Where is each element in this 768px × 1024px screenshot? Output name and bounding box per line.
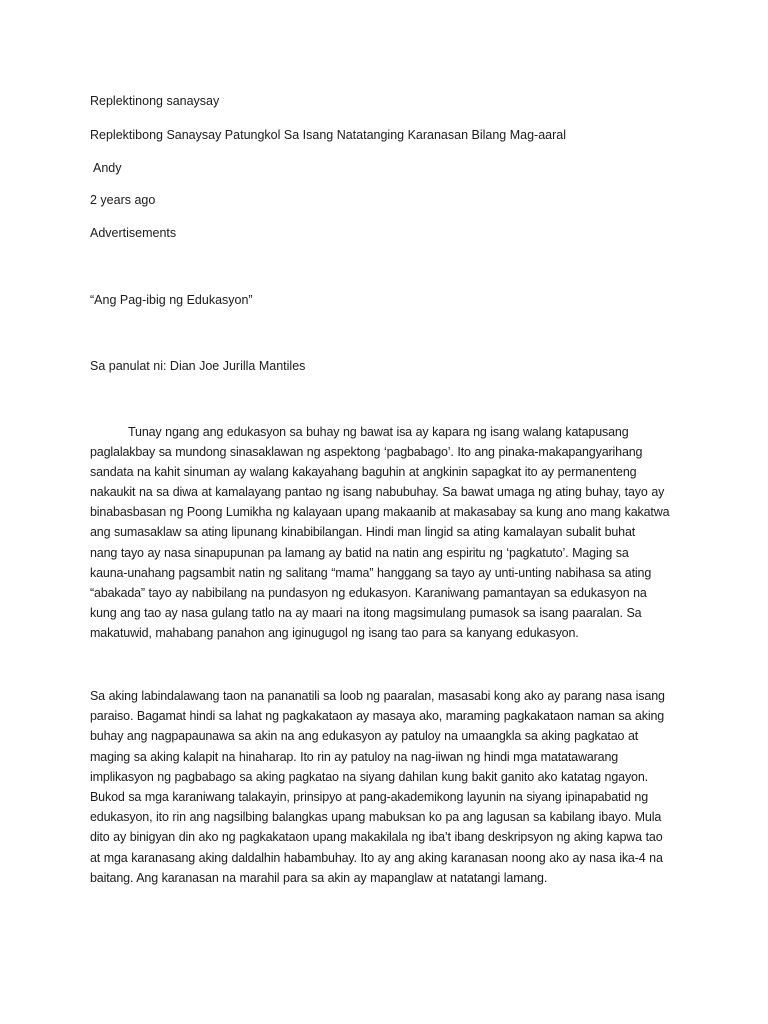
paragraph-line: baitang. Ang karanasan na marahil para sa akin ay mapanglaw at natatangi lamang. bbox=[90, 870, 548, 885]
paragraph-line: “abakada” tayo ay nabibilang na pundasyon ng edukasyon. Karaniwang pamantayan sa edukasyon na bbox=[90, 585, 647, 600]
paragraph-2 bbox=[90, 686, 730, 888]
advertisements-label: Advertisements bbox=[90, 226, 177, 240]
essay-title: “Ang Pag-ibig ng Edukasyon” bbox=[90, 293, 253, 307]
paragraph-line: at mga karanasang aking daldalhin habambuhay. Ito ay ang aking karanasan noong ako ay nasa ika-4 na bbox=[90, 850, 663, 865]
article-title: Replektibong Sanaysay Patungkol Sa Isang Natatanging Karanasan Bilang Mag-aaral bbox=[90, 128, 567, 142]
paragraph-line: kung ang tao ay nasa gulang tatlo na ay maari na itong magsimulang pumasok sa isang paaralan. Sa bbox=[90, 605, 642, 620]
paragraph-line: Sa aking labindalawang taon na pananatili sa loob ng paaralan, masasabi kong ako ay parang nasa isang bbox=[90, 689, 665, 703]
paragraph-line: implikasyon ng pagbabago sa aking pagkatao na siyang dahilan kung bakit ganito ako katatag ngayon. bbox=[90, 769, 648, 784]
byline: Sa panulat ni: Dian Joe Jurilla Mantiles bbox=[90, 359, 306, 373]
paragraph-line: paglalakbay sa mundong sinasaklawan ng aspektong ‘pagbabago’. Ito ang pinaka-makapangyarihang bbox=[90, 445, 643, 460]
paragraph-line: paraiso. Bagamat hindi sa lahat ng pagkakataon ay masaya ako, maraming pagkakataon naman sa aking bbox=[90, 709, 665, 724]
paragraph-line: makatuwid, mahabang panahon ang iginugugol ng isang tao para sa kanyang edukasyon. bbox=[90, 625, 579, 640]
paragraph-line: Tunay ngang ang edukasyon sa buhay ng bawat isa ay kapara ng isang walang katapusang bbox=[128, 425, 629, 439]
site-label: Replektinong sanaysay bbox=[90, 94, 220, 108]
paragraph-line: Bukod sa mga karaniwang talakayin, prinsipyo at pang-akademikong layunin na siyang ipinapabatid ng bbox=[90, 790, 649, 805]
paragraph-line: edukasyon, ito rin ang nagsilbing balangkas upang mabuksan ko pa ang lagusan sa kabilang ibayo. Mula bbox=[90, 810, 662, 825]
posted-time: 2 years ago bbox=[90, 193, 156, 207]
paragraph-line: nakaukit na sa diwa at kamalayang pantao ng isang nabubuhay. Sa bawat umaga ng ating buhay, tayo ay bbox=[90, 485, 665, 500]
paragraph-line: sandata na kahit sinuman ay walang kakayahang baguhin at angkinin sapagkat ito ay permanenteng bbox=[90, 465, 637, 480]
paragraph-line: maging sa aking kalapit na hinaharap. Ito rin ay patuloy na nag-iiwan ng hindi mga matatawarang bbox=[90, 749, 619, 764]
paragraph-line: ang sumasaklaw sa ating lipunang kinabibilangan. Hindi man lingid sa ating kamalayan subalit buhat bbox=[90, 525, 636, 540]
paragraph-line: binabasbasan ng Poong Lumikha ng kalayaan upang makaanib at makasabay sa kung ano mang kakatwa bbox=[90, 505, 670, 520]
paragraph-line: dito ay binigyan din ako ng pagkakataon upang makakilala ng iba’t ibang deskripsyon ng aking kapwa tao bbox=[90, 830, 663, 845]
paragraph-line: buhay ang nagpapaunawa sa akin na ang edukasyon ay patuloy na umaangkla sa aking pagkatao at bbox=[90, 729, 639, 744]
author-name: Andy bbox=[93, 161, 122, 175]
paragraph-line: nang tayo ay nasa sinapupunan pa lamang ay batid na natin ang espiritu ng ‘pagkatuto’. Maging sa bbox=[90, 545, 629, 560]
paragraph-1 bbox=[90, 422, 730, 643]
paragraph-line: kauna-unahang pagsambit natin ng salitang “mama” hanggang sa tayo ay unti-unting nabihasa sa ating bbox=[90, 565, 652, 580]
